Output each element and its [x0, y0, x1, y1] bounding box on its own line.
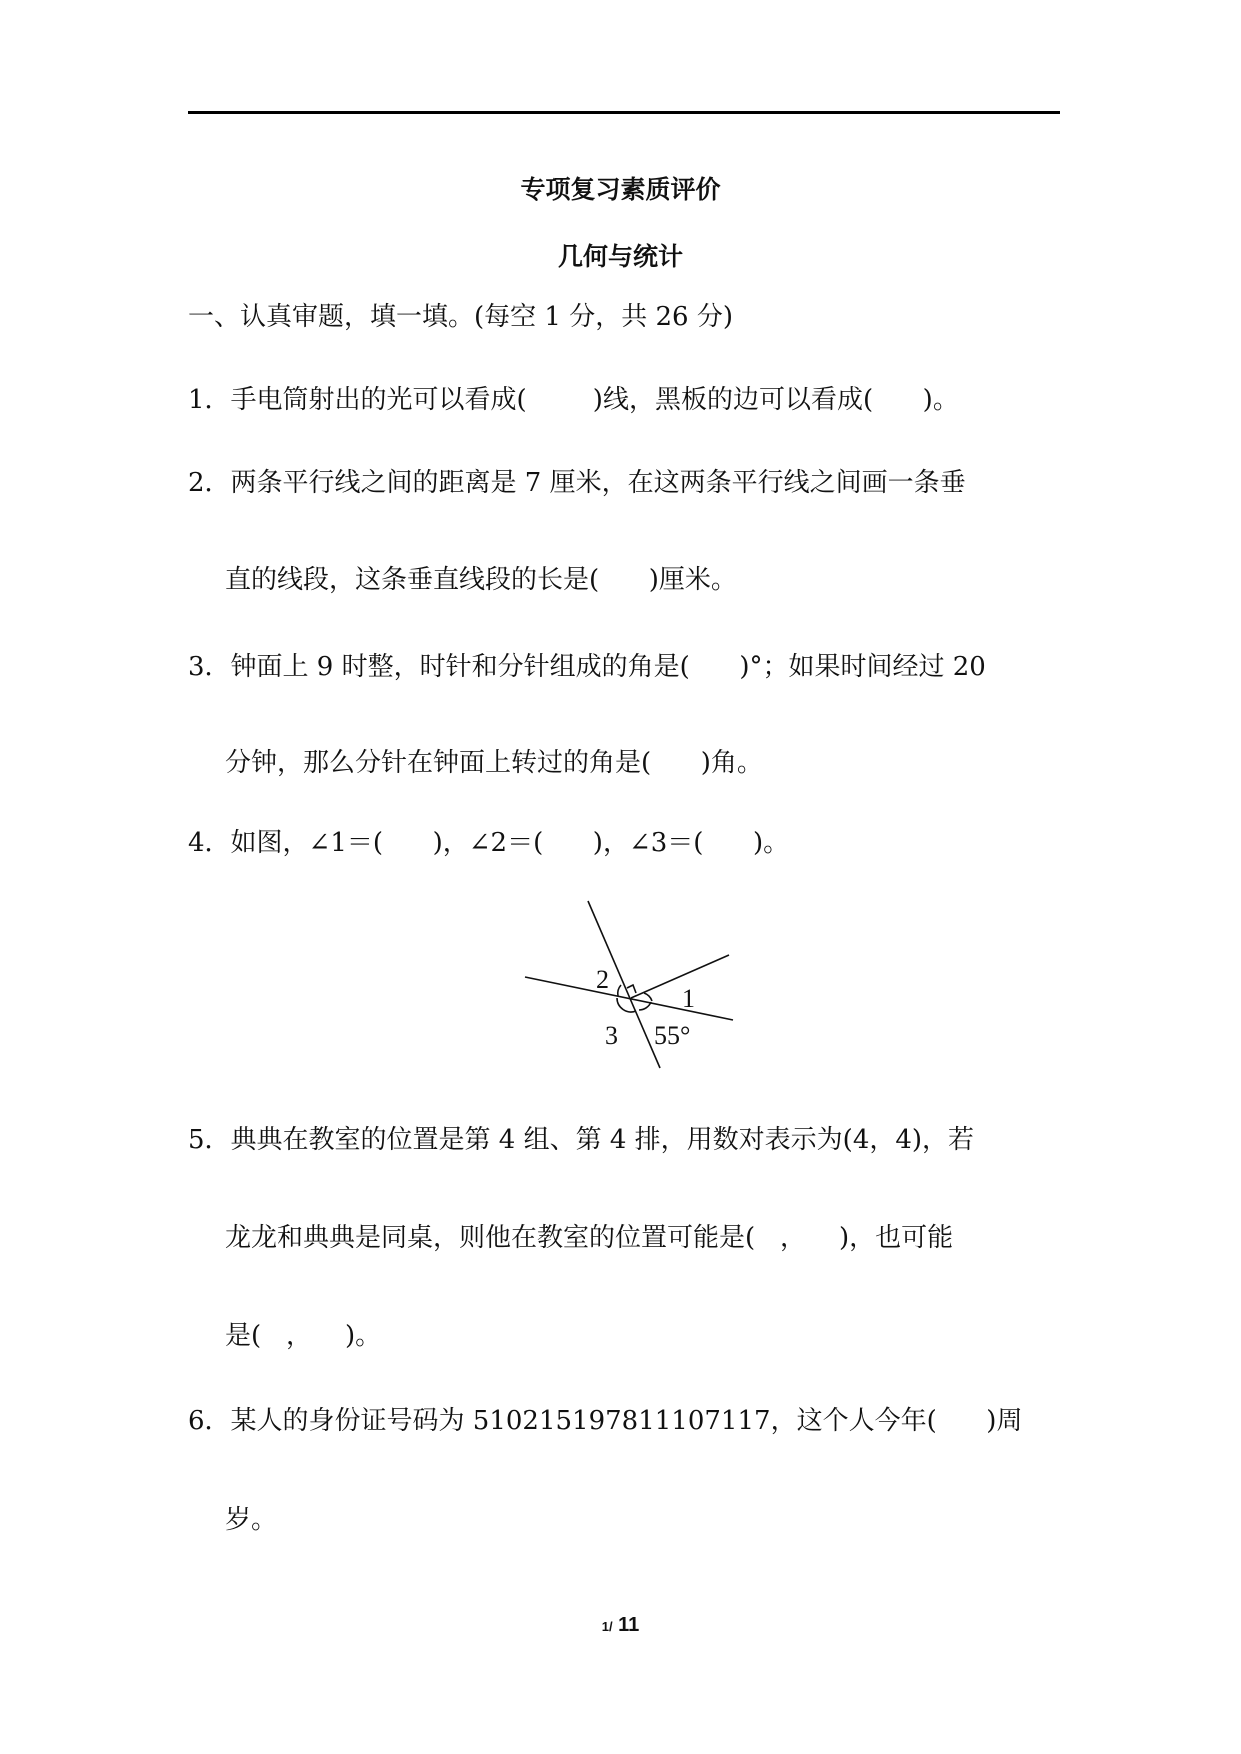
- question-3-cont: 分钟，那么分针在钟面上转过的角是( )角。: [225, 748, 763, 778]
- question-6-cont: 岁。: [225, 1505, 278, 1535]
- page-title: 专项复习素质评价: [520, 175, 721, 204]
- angle-label-1: 1: [682, 984, 695, 1013]
- angle-label-55: 55°: [654, 1021, 691, 1050]
- right-angle-mark: [627, 985, 636, 993]
- question-1: 1．手电筒射出的光可以看成( )线，黑板的边可以看成( )。: [188, 385, 959, 415]
- angle-1-arc: [644, 993, 652, 1001]
- question-4: 4．如图，∠1＝( )，∠2＝( )，∠3＝( )。: [188, 828, 790, 858]
- angle-2-arc: [618, 985, 621, 996]
- question-5-cont: 龙龙和典典是同桌，则他在教室的位置可能是( ， )，也可能: [225, 1223, 954, 1253]
- section-heading: 一、认真审题，填一填。(每空 1 分，共 26 分): [188, 302, 733, 332]
- ray-c: [631, 955, 729, 998]
- question-5-cont2: 是( ， )。: [225, 1321, 382, 1351]
- question-3: 3．钟面上 9 时整，时针和分针组成的角是( )°；如果时间经过 20: [188, 652, 986, 682]
- question-2-cont: 直的线段，这条垂直线段的长是( )厘米。: [225, 565, 737, 595]
- question-2: 2．两条平行线之间的距离是 7 厘米，在这两条平行线之间画一条垂: [188, 468, 966, 498]
- line-b: [525, 977, 733, 1020]
- page-current: 1/: [601, 1619, 613, 1634]
- page-number: [0, 1614, 1241, 1637]
- page-total: 11: [618, 1614, 640, 1636]
- angle-label-3: 3: [605, 1021, 618, 1050]
- angle-label-2: 2: [596, 965, 609, 994]
- page-subtitle: 几何与统计: [557, 242, 683, 271]
- question-6: 6．某人的身份证号码为 510215197811107117，这个人今年( )周: [188, 1406, 1023, 1436]
- question-5: 5．典典在教室的位置是第 4 组、第 4 排，用数对表示为(4，4)，若: [188, 1125, 975, 1155]
